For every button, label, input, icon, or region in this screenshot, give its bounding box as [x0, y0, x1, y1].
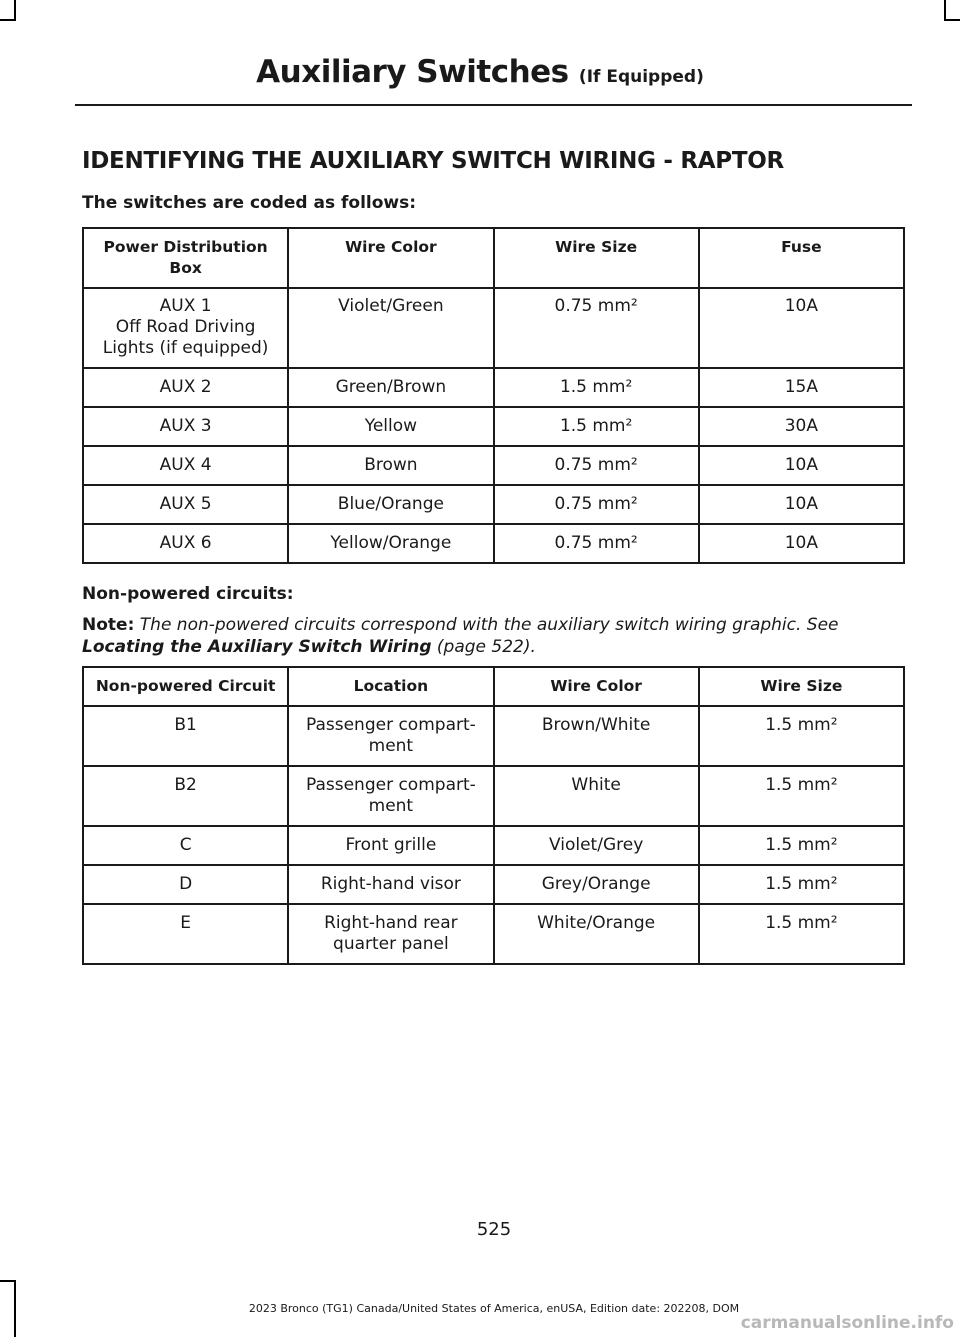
table-cell: 1.5 mm²	[494, 368, 699, 407]
table-row	[83, 485, 904, 524]
table-cell: Passenger compart- ment	[288, 766, 493, 826]
table-row	[83, 826, 904, 865]
table-cell: 10A	[699, 446, 904, 485]
column-header: Non-powered Circuit	[83, 667, 288, 706]
column-header: Wire Color	[494, 667, 699, 706]
table-row	[83, 446, 904, 485]
table-cell: 15A	[699, 368, 904, 407]
table-cell: Violet/Green	[288, 288, 493, 368]
table-cell: 10A	[699, 524, 904, 563]
table-cell: 0.75 mm²	[494, 288, 699, 368]
table-cell: 0.75 mm²	[494, 446, 699, 485]
table-row	[83, 524, 904, 563]
table-cell: AUX 3	[83, 407, 288, 446]
column-header: Wire Size	[699, 667, 904, 706]
table-header-row	[83, 667, 904, 706]
table-cell: AUX 5	[83, 485, 288, 524]
column-header: Power Distribution Box	[83, 228, 288, 288]
table-cell: Right-hand rear quarter panel	[288, 904, 493, 964]
column-header: Location	[288, 667, 493, 706]
table-header-row	[83, 228, 904, 288]
table-cell: White/Orange	[494, 904, 699, 964]
column-header: Wire Size	[494, 228, 699, 288]
note-label: Note:	[82, 615, 135, 635]
table-cell: B2	[83, 766, 288, 826]
table-row	[83, 407, 904, 446]
crop-mark	[944, 0, 946, 20]
table-cell: Passenger compart- ment	[288, 706, 493, 766]
column-header: Wire Color	[288, 228, 493, 288]
table-cell: 1.5 mm²	[699, 904, 904, 964]
table-row	[83, 766, 904, 826]
table-row	[83, 706, 904, 766]
note-page-ref: (page 522).	[436, 637, 536, 657]
table-cell: AUX 1 Off Road Driving Lights (if equipped)	[83, 288, 288, 368]
header-divider	[75, 104, 912, 106]
table-row	[83, 865, 904, 904]
table-cell: Front grille	[288, 826, 493, 865]
intro-text: The switches are coded as follows:	[82, 193, 417, 213]
switch-wiring-table	[82, 227, 905, 564]
table-cell: 0.75 mm²	[494, 485, 699, 524]
crop-mark	[0, 19, 16, 21]
column-header: Fuse	[699, 228, 904, 288]
crop-mark	[0, 1280, 16, 1282]
section-heading: IDENTIFYING THE AUXILIARY SWITCH WIRING - RAPTOR	[82, 148, 784, 174]
page-number: 525	[476, 1219, 512, 1240]
table-row	[83, 288, 904, 368]
crop-mark	[944, 19, 960, 21]
table-cell: Yellow	[288, 407, 493, 446]
table-cell: Yellow/Orange	[288, 524, 493, 563]
table-cell: AUX 6	[83, 524, 288, 563]
table-cell: 1.5 mm²	[494, 407, 699, 446]
header-title-text: Auxiliary Switches	[256, 54, 569, 90]
table-cell: C	[83, 826, 288, 865]
page-header-title	[0, 54, 960, 90]
table-cell: Right-hand visor	[288, 865, 493, 904]
header-title-suffix: (If Equipped)	[578, 67, 704, 87]
edition-footer: 2023 Bronco (TG1) Canada/United States of America, enUSA, Edition date: 202208, DOM	[248, 1302, 740, 1315]
table-row	[83, 904, 904, 964]
table-cell: 10A	[699, 288, 904, 368]
table-cell: 1.5 mm²	[699, 826, 904, 865]
table-cell: B1	[83, 706, 288, 766]
non-powered-heading: Non-powered circuits:	[82, 584, 294, 604]
note-text: The non-powered circuits correspond with the auxiliary switch wiring graphic. See	[139, 615, 839, 635]
table-cell: White	[494, 766, 699, 826]
crop-mark	[14, 0, 16, 20]
table-cell: Brown	[288, 446, 493, 485]
table-cell: Green/Brown	[288, 368, 493, 407]
note-paragraph	[82, 614, 902, 658]
table-cell: Violet/Grey	[494, 826, 699, 865]
table-cell: 30A	[699, 407, 904, 446]
table-cell: E	[83, 904, 288, 964]
watermark: carmanualsonline.info	[740, 1313, 954, 1333]
table-cell: AUX 4	[83, 446, 288, 485]
table-cell: 1.5 mm²	[699, 766, 904, 826]
table-cell: D	[83, 865, 288, 904]
table-cell: Grey/Orange	[494, 865, 699, 904]
table-cell: 1.5 mm²	[699, 865, 904, 904]
table-cell: 0.75 mm²	[494, 524, 699, 563]
page-reference-link[interactable]: Locating the Auxiliary Switch Wiring	[82, 637, 432, 657]
table-cell: Brown/White	[494, 706, 699, 766]
table-cell: AUX 2	[83, 368, 288, 407]
table-cell: 1.5 mm²	[699, 706, 904, 766]
table-row	[83, 368, 904, 407]
non-powered-circuits-table	[82, 666, 905, 965]
table-cell: Blue/Orange	[288, 485, 493, 524]
table-cell: 10A	[699, 485, 904, 524]
